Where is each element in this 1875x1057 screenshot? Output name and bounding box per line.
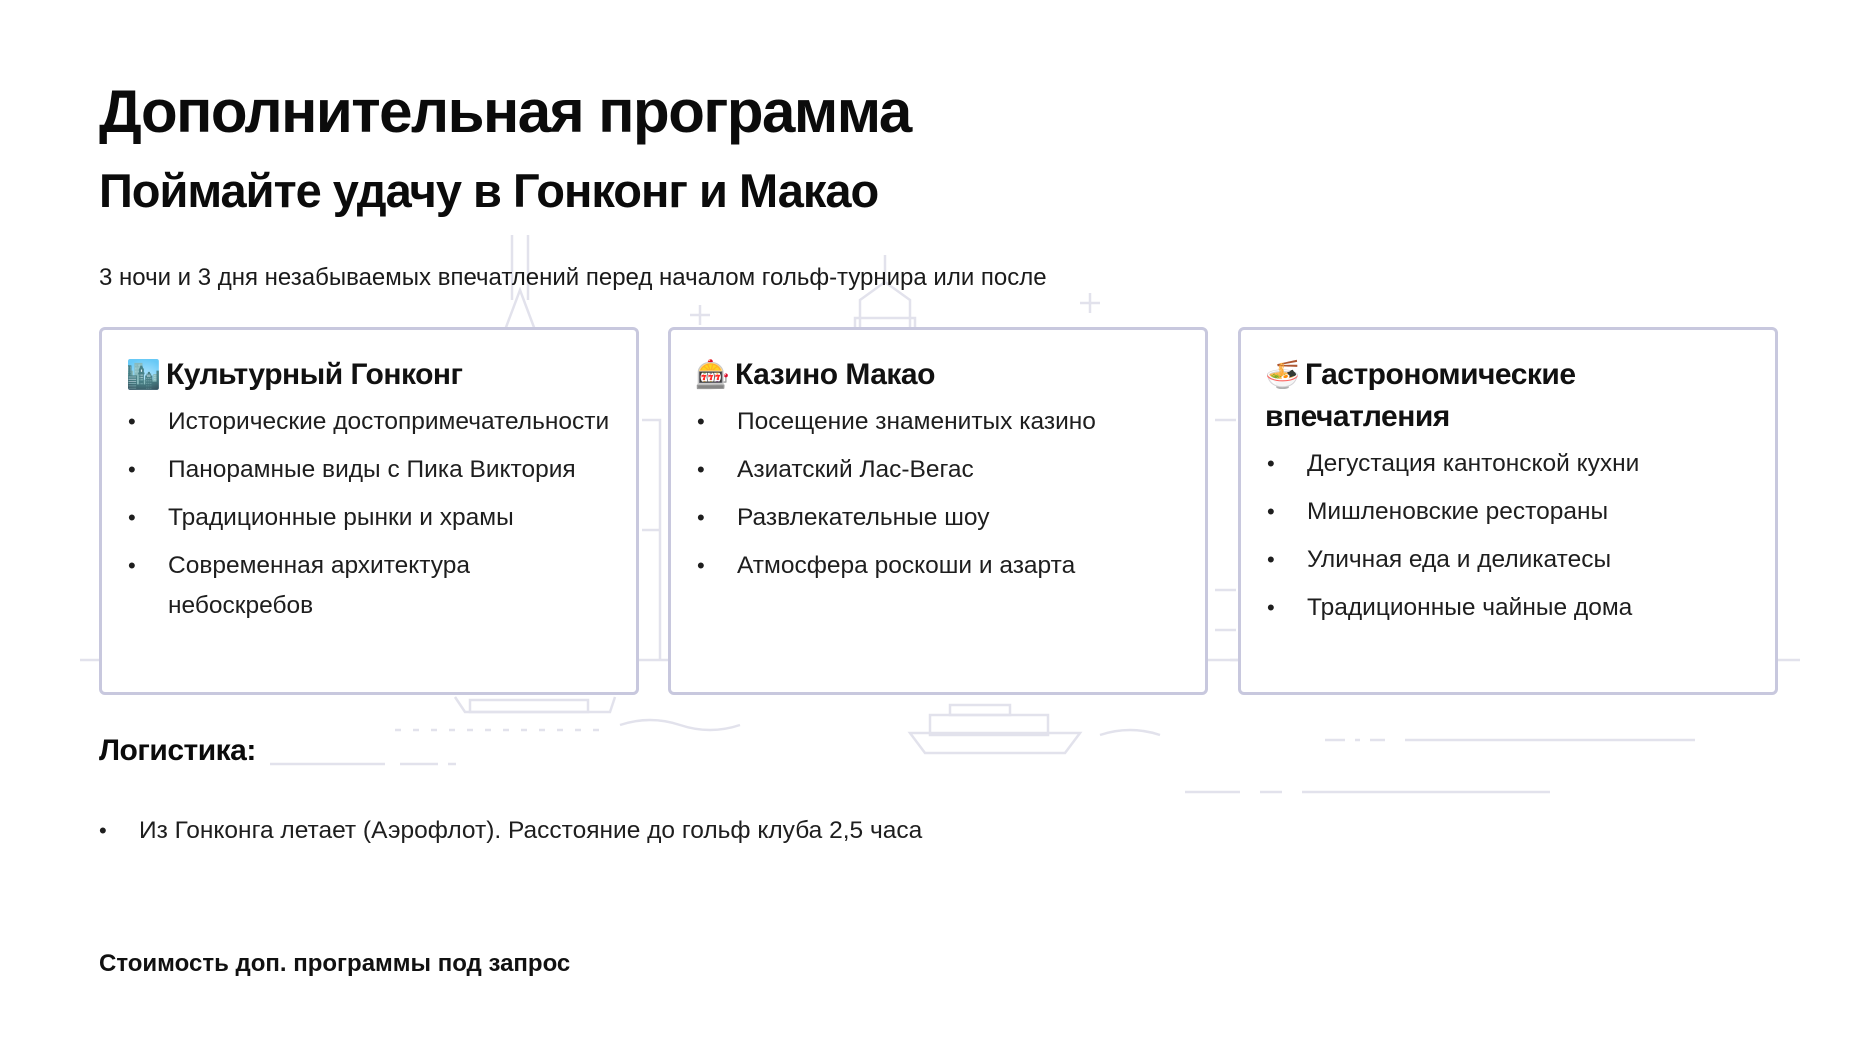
- list-item-text: Посещение знаменитых казино: [737, 408, 1096, 435]
- list-item-text: Азиатский Лас-Вегас: [737, 456, 974, 483]
- bullet-icon: •: [128, 457, 136, 482]
- card-title-text: Культурный Гонконг: [166, 358, 463, 391]
- bullet-icon: •: [128, 505, 136, 530]
- list-item-text: Традиционные чайные дома: [1307, 594, 1633, 621]
- card-title: [1265, 354, 1753, 438]
- card-title: [695, 354, 1183, 396]
- list-item: [671, 498, 1185, 538]
- logistics-list: [99, 813, 922, 849]
- bullet-icon: •: [697, 553, 705, 578]
- card-cultural-hong-kong: [99, 327, 639, 695]
- bullet-icon: •: [128, 409, 136, 434]
- bullet-icon: •: [1267, 595, 1275, 620]
- logistics-heading: Логистика:: [99, 734, 256, 767]
- list-item: [1241, 444, 1755, 484]
- list-item-text: Исторические достопримечательности: [168, 408, 610, 435]
- card-list: [102, 402, 636, 626]
- list-item-text: Современная архитектура небоскребов: [168, 552, 471, 619]
- list-item-text: Из Гонконга летает (Аэрофлот). Расстояние до гольф клуба 2,5 часа: [139, 817, 923, 844]
- list-item: [671, 402, 1185, 442]
- bullet-icon: •: [697, 409, 705, 434]
- bullet-icon: •: [1267, 499, 1275, 524]
- list-item: [102, 402, 616, 442]
- page-title: Дополнительная программа: [99, 78, 911, 145]
- noodle-bowl-icon: 🍜: [1265, 359, 1300, 390]
- bullet-icon: •: [128, 553, 136, 578]
- card-list: [1241, 444, 1775, 628]
- list-item: [102, 498, 616, 538]
- card-title-text: Казино Макао: [735, 358, 935, 391]
- cityscape-icon: 🏙️: [126, 359, 161, 390]
- list-item: [99, 813, 922, 849]
- card-title-text: Гастрономические впечатления: [1265, 358, 1576, 433]
- list-item-text: Мишленовские рестораны: [1307, 498, 1609, 525]
- bullet-icon: •: [99, 818, 107, 843]
- list-item: [1241, 588, 1755, 628]
- bullet-icon: •: [1267, 451, 1275, 476]
- card-casino-macau: [668, 327, 1208, 695]
- list-item-text: Развлекательные шоу: [737, 504, 990, 531]
- list-item: [102, 546, 616, 626]
- list-item: [671, 546, 1185, 586]
- list-item-text: Уличная еда и деликатесы: [1307, 546, 1612, 573]
- slot-machine-icon: 🎰: [695, 359, 730, 390]
- card-list: [671, 402, 1205, 586]
- list-item: [671, 450, 1185, 490]
- price-note: Стоимость доп. программы под запрос: [99, 950, 571, 977]
- intro-text: 3 ночи и 3 дня незабываемых впечатлений перед началом гольф-турнира или после: [99, 264, 1047, 291]
- page-subtitle: Поймайте удачу в Гонконг и Макао: [99, 164, 879, 217]
- list-item-text: Атмосфера роскоши и азарта: [737, 552, 1076, 579]
- bullet-icon: •: [697, 505, 705, 530]
- card-title: [126, 354, 614, 396]
- list-item-text: Традиционные рынки и храмы: [168, 504, 514, 531]
- list-item: [1241, 540, 1755, 580]
- list-item: [1241, 492, 1755, 532]
- list-item: [102, 450, 616, 490]
- list-item-text: Дегустация кантонской кухни: [1307, 450, 1640, 477]
- bullet-icon: •: [1267, 547, 1275, 572]
- list-item-text: Панорамные виды с Пика Виктория: [168, 456, 576, 483]
- bullet-icon: •: [697, 457, 705, 482]
- card-gastronomy: [1238, 327, 1778, 695]
